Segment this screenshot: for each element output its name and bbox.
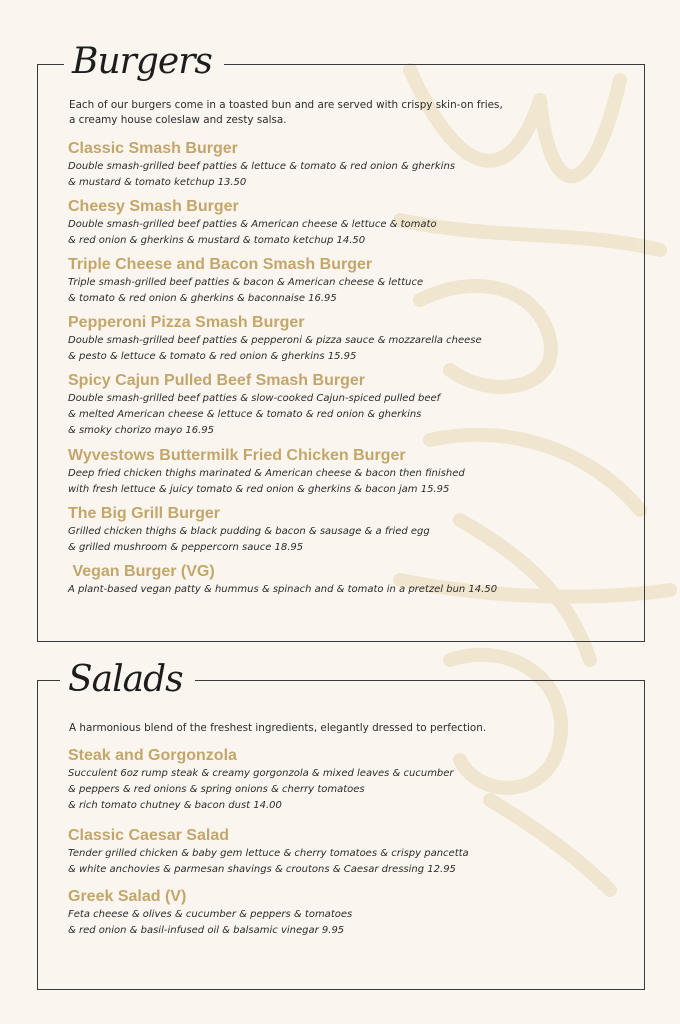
menu-item — [68, 504, 648, 556]
menu-item — [68, 313, 648, 365]
item-description: Double smash-grilled beef patties & pepperoni & pizza sauce & mozzarella cheese & pesto & lettuce & tomato & red onion & gherkins 15.95 — [68, 335, 482, 362]
menu-item — [68, 887, 648, 939]
item-name: Wyvestows Buttermilk Fried Chicken Burger — [68, 447, 406, 464]
item-name: Classic Caesar Salad — [68, 827, 229, 844]
item-description: Deep fried chicken thighs marinated & American cheese & bacon then finished with fresh lettuce & juicy tomato & red onion & gherkins & bacon jam 15.95 — [68, 468, 465, 495]
item-name: Steak and Gorgonzola — [68, 747, 237, 764]
item-name: Pepperoni Pizza Smash Burger — [68, 314, 305, 331]
menu-item — [68, 255, 648, 307]
item-description: A plant-based vegan patty & hummus & spinach and & tomato in a pretzel bun 14.50 — [68, 584, 498, 595]
menu-item — [68, 826, 648, 878]
item-description: Double smash-grilled beef patties & American cheese & lettuce & tomato & red onion & gherkins & mustard & tomato ketchup 14.50 — [68, 219, 437, 246]
salads-heading: Salads — [60, 660, 195, 700]
menu-item — [68, 562, 648, 598]
item-description: Succulent 6oz rump steak & creamy gorgonzola & mixed leaves & cucumber & peppers & red onions & spring onions & cherry tomatoes & rich tomato chutney & bacon dust 14.00 — [68, 768, 454, 811]
item-name: Classic Smash Burger — [68, 140, 238, 157]
item-description: Grilled chicken thighs & black pudding & bacon & sausage & a fried egg & grilled mushroom & peppercorn sauce 18.95 — [68, 526, 430, 553]
item-description: Double smash-grilled beef patties & lettuce & tomato & red onion & gherkins & mustard & tomato ketchup 13.50 — [68, 161, 456, 188]
item-name: Spicy Cajun Pulled Beef Smash Burger — [68, 372, 365, 389]
salads-intro: A harmonious blend of the freshest ingredients, elegantly dressed to perfection. — [69, 722, 487, 734]
item-name: Cheesy Smash Burger — [68, 198, 239, 215]
item-description: Double smash-grilled beef patties & slow-cooked Cajun-spiced pulled beef & melted American cheese & lettuce & tomato & red onion & gherkins & smoky chorizo mayo 16.95 — [68, 393, 441, 436]
burgers-intro: Each of our burgers come in a toasted bun and are served with crispy skin-on fries, a creamy house coleslaw and zesty salsa. — [69, 99, 503, 126]
item-name: Vegan Burger (VG) — [68, 563, 215, 580]
menu-item — [68, 197, 648, 249]
item-name: Triple Cheese and Bacon Smash Burger — [68, 256, 373, 273]
item-name: The Big Grill Burger — [68, 505, 221, 522]
item-description: Feta cheese & olives & cucumber & peppers & tomatoes & red onion & basil-infused oil & balsamic vinegar 9.95 — [68, 909, 353, 936]
menu-item — [68, 446, 648, 498]
menu-item — [68, 746, 648, 814]
menu-item — [68, 371, 648, 439]
item-description: Triple smash-grilled beef patties & bacon & American cheese & lettuce & tomato & red onion & gherkins & baconnaise 16.95 — [68, 277, 424, 304]
burgers-heading: Burgers — [64, 42, 224, 82]
item-name: Greek Salad (V) — [68, 888, 187, 905]
menu-item — [68, 139, 648, 191]
item-description: Tender grilled chicken & baby gem lettuce & cherry tomatoes & crispy pancetta & white anchovies & parmesan shavings & croutons & Caesar dressing 12.95 — [68, 848, 469, 875]
